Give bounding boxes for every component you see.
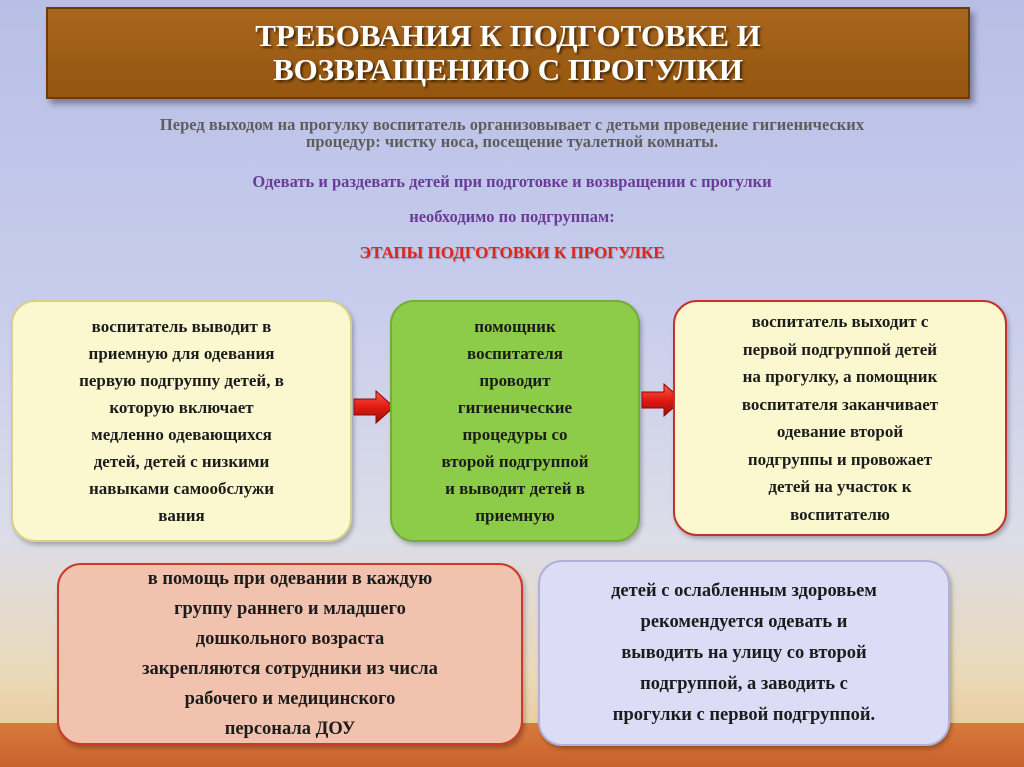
step-1-box (11, 300, 352, 542)
staff-note-text: в помощь при одевании в каждую группу раннего и младшего дошкольного возраста закрепляются сотрудники из числа рабочего и медицинского персонала ДОУ (142, 569, 438, 739)
subgroup-text-line2: необходимо по подгруппам: (409, 207, 615, 226)
stages-heading: ЭТАПЫ ПОДГОТОВКИ К ПРОГУЛКЕ (359, 243, 665, 262)
intro-text: Перед выходом на прогулку воспитатель организовывает с детьми проведение гигиенических процедур: чистку носа, посещение туалетной комнаты. (159, 115, 865, 151)
step-3-box (673, 300, 1007, 536)
step-2-box (390, 300, 640, 542)
health-note-box (538, 560, 950, 746)
health-note-text: детей с ослабленным здоровьем рекомендуется одевать и выводить на улицу со второй подгруппой, а заводить с прогулки с первой подгруппой. (611, 580, 877, 725)
subgroup-text-line1: Одевать и раздевать детей при подготовке и возвращении с прогулки (252, 172, 772, 191)
page-title: ТРЕБОВАНИЯ К ПОДГОТОВКЕ И ВОЗВРАЩЕНИЮ С ПРОГУЛКИ (255, 18, 761, 87)
step-1-text: воспитатель выводит в приемную для одевания первую подгруппу детей, в которую включает медленно одевающихся детей, детей с низкими навыками самообслужи вания (79, 317, 284, 525)
staff-note-box (57, 563, 523, 745)
title-banner (46, 7, 970, 99)
step-3-text: воспитатель выходит с первой подгруппой детей на прогулку, а помощник воспитателя заканчивает одевание второй подгруппы и провожает детей на участок к воспитателю (741, 312, 939, 524)
step-2-text: помощник воспитателя проводит гигиенические процедуры со второй подгруппой и выводит детей в приемную (441, 317, 589, 525)
